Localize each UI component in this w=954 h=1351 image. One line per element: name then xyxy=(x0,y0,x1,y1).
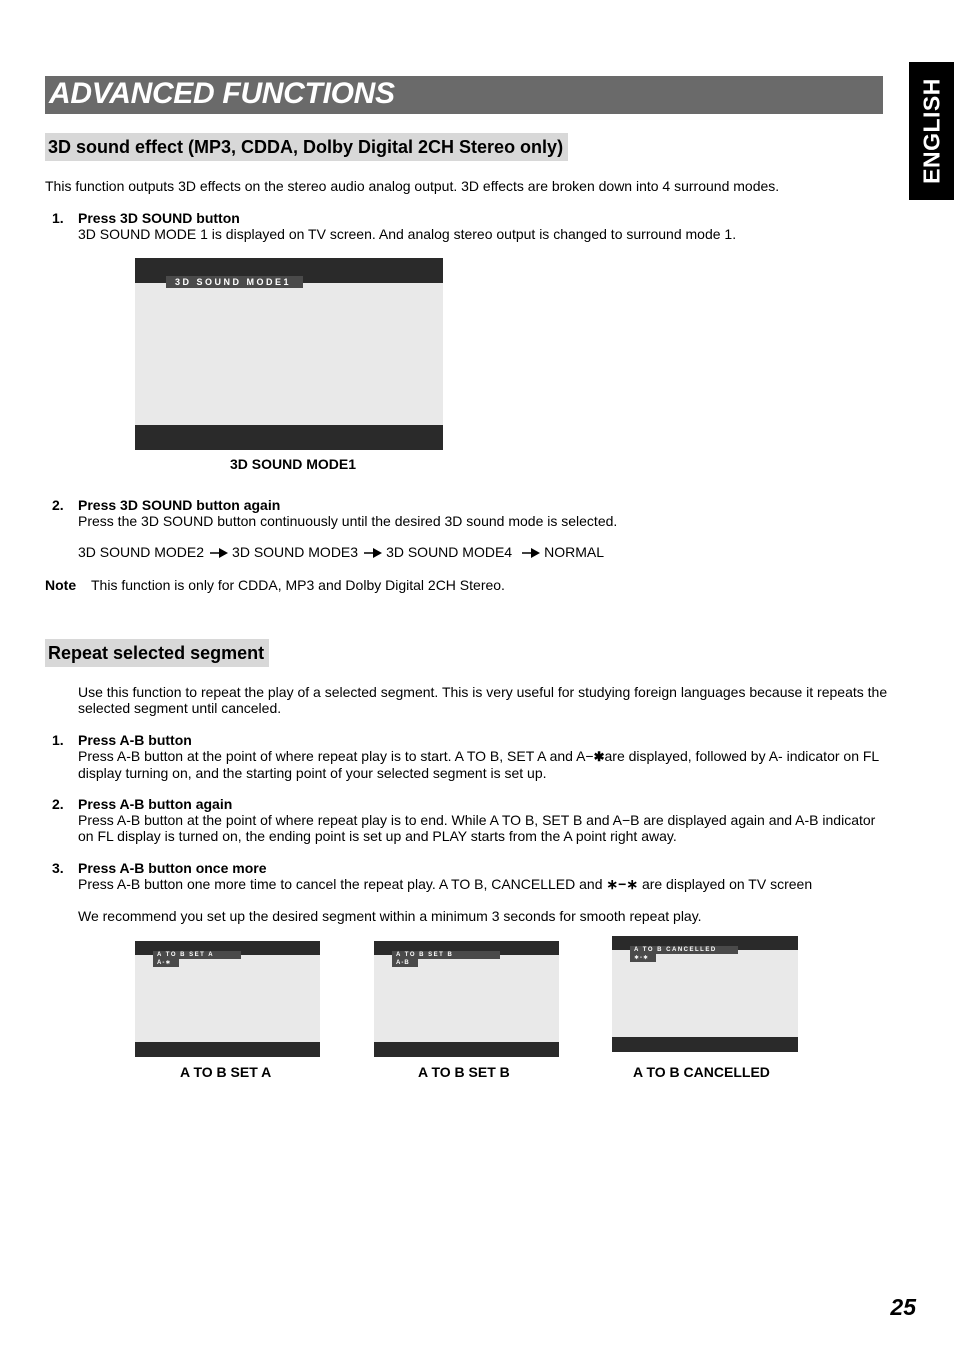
step-text-part: are displayed on TV screen xyxy=(641,876,813,892)
osd-label: A TO B SET A xyxy=(153,951,241,959)
step-text: 3D SOUND MODE 1 is displayed on TV screen. And analog stereo output is changed to surround mode 1. xyxy=(78,226,737,242)
step-title: Press 3D SOUND button again xyxy=(78,497,281,513)
language-tab-label: ENGLISH xyxy=(918,78,944,184)
section-intro: This function outputs 3D effects on the stereo audio analog output. 3D effects are broken down into 4 surround modes. xyxy=(45,178,780,194)
mode-sequence xyxy=(78,544,604,560)
sequence-item: 3D SOUND MODE2 xyxy=(78,544,205,560)
step-text xyxy=(78,748,890,781)
section-intro: Use this function to repeat the play of a selected segment. This is very useful for studying foreign languages because it repeats the selected segment until canceled. xyxy=(78,684,888,716)
page-title: ADVANCED FUNCTIONS xyxy=(49,77,395,110)
screen-bottom-bar xyxy=(374,1042,559,1057)
step-title: Press A-B button again xyxy=(78,796,233,812)
screen-bottom-bar xyxy=(135,1042,320,1057)
step-text: Press A-B button at the point of where repeat play is to end. While A TO B, SET B and A−B are displayed again and A-B indicator on FL display is turned on, the ending point is set up and PLAY starts from the A point right away. xyxy=(78,812,876,844)
screen-caption: A TO B SET B xyxy=(418,1064,510,1080)
section-heading-repeat-segment: Repeat selected segment xyxy=(45,639,269,667)
note-text: This function is only for CDDA, MP3 and Dolby Digital 2CH Stereo. xyxy=(91,577,505,593)
recommendation-text: We recommend you set up the desired segment within a minimum 3 seconds for smooth repeat play. xyxy=(78,908,702,924)
asterisk-icon: ✱ xyxy=(593,749,605,764)
osd-label: 3D SOUND MODE1 xyxy=(166,276,303,288)
page-number: 25 xyxy=(890,1294,916,1320)
step-number: 1. xyxy=(52,732,64,748)
step-title: Press A-B button xyxy=(78,732,192,748)
right-arrow-icon xyxy=(364,548,382,558)
asterisk-symbol: ∗−∗ xyxy=(606,876,639,892)
tv-screen-set-a xyxy=(135,941,320,1057)
step-number: 2. xyxy=(52,796,64,812)
screen-bottom-bar xyxy=(612,1037,798,1052)
section-heading-3d-sound: 3D sound effect (MP3, CDDA, Dolby Digital 2CH Stereo only) xyxy=(45,133,568,161)
step-text-part: are displayed, followed by A- indicator on FL display turning on, and the starting point of your selected segment is set up. xyxy=(78,748,879,781)
right-arrow-icon xyxy=(522,548,540,558)
step-text xyxy=(78,876,890,892)
step-text: Press the 3D SOUND button continuously until the desired 3D sound mode is selected. xyxy=(78,513,618,529)
note-label: Note xyxy=(45,577,77,593)
osd-label: A TO B SET B xyxy=(392,951,500,959)
step-title: Press 3D SOUND button xyxy=(78,210,240,226)
tv-screen-cancelled xyxy=(612,936,798,1052)
osd-label: A TO B CANCELLED xyxy=(630,946,738,954)
screen-caption: 3D SOUND MODE1 xyxy=(230,456,357,472)
step-number: 3. xyxy=(52,860,64,876)
sequence-item: 3D SOUND MODE3 xyxy=(232,544,359,560)
step-text-part: Press A-B button at the point of where repeat play is to start. A TO B, SET A and A− xyxy=(78,748,594,764)
tv-screen-3d-mode1 xyxy=(135,258,443,450)
step-number: 1. xyxy=(52,210,64,226)
tv-screen-set-b xyxy=(374,941,559,1057)
screen-bottom-bar xyxy=(135,425,443,450)
step-number: 2. xyxy=(52,497,64,513)
osd-indicator: A-∗ xyxy=(153,959,179,967)
step-text-part: Press A-B button one more time to cancel the repeat play. A TO B, CANCELLED and xyxy=(78,876,603,892)
osd-indicator: A-B xyxy=(392,959,418,967)
sequence-item: 3D SOUND MODE4 xyxy=(386,544,513,560)
right-arrow-icon xyxy=(210,548,228,558)
step-title: Press A-B button once more xyxy=(78,860,267,876)
osd-indicator: ∗-∗ xyxy=(630,954,656,962)
screen-caption: A TO B CANCELLED xyxy=(633,1064,770,1080)
sequence-item: NORMAL xyxy=(544,544,604,560)
language-tab xyxy=(909,62,954,200)
screen-caption: A TO B SET A xyxy=(180,1064,272,1080)
